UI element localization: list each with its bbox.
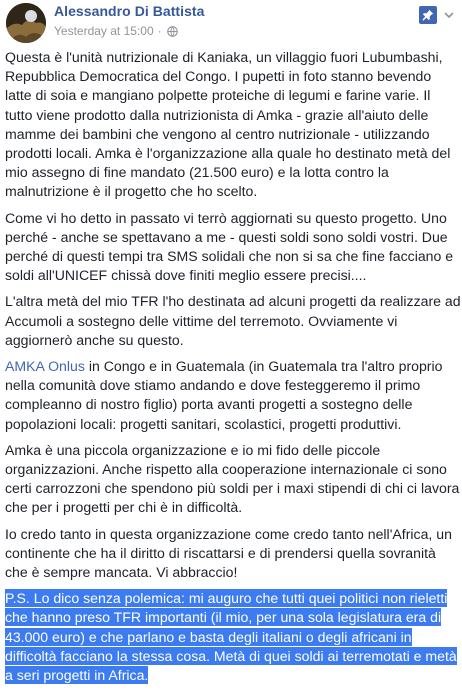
post-header	[0, 0, 462, 44]
globe-icon[interactable]	[167, 26, 178, 37]
paragraph-ps	[5, 589, 461, 685]
paragraph-5: Amka è una piccola organizzazione e io mi fido delle piccole organizzazioni. Anche rispetto alla cooperazione internazionale ci sono certi carrozzoni che spendono più soldi per i maxi stipendi di chi ci lavora che per i progetti per chi è in difficoltà.	[5, 441, 460, 516]
post-meta	[54, 24, 178, 38]
paragraph-4	[5, 357, 461, 434]
amka-onlus-link[interactable]: AMKA Onlus	[5, 358, 85, 375]
paragraph-6: Io credo tanto in questa organizzazione come credo tanto nell'Africa, un continente che ha il diritto di riscattarsi e di prendersi quella sovranità che è sempre mancata. Vi abbraccio!	[5, 525, 452, 581]
paragraph-2: Come vi ho detto in passato vi terrò aggiornati su questo progetto. Uno perché - anche se spettavano a me - questi soldi sono soldi vostri. Due perché di questi tempi tra SMS solidali che non si sa che fine facciano e soldi all'UNICEF chissà dove finiti meglio essere precisi....	[5, 209, 454, 284]
post-body	[5, 48, 461, 692]
pin-button[interactable]	[419, 6, 437, 24]
chevron-down-icon[interactable]	[443, 9, 455, 21]
author-name[interactable]: Alessandro Di Battista	[54, 3, 205, 19]
post-timestamp[interactable]: Yesterday at 15:00	[54, 24, 154, 38]
paragraph-4-text: in Congo e in Guatemala (in Guatemala tra l'altro proprio nella comunità dove stiamo andando e dove festeggeremo il primo compleanno di nostro figlio) porta avanti progetti a sostegno delle popolazioni locali: progetti sanitari, scolastici, progetti produttivi.	[5, 358, 443, 432]
meta-separator: ·	[157, 24, 162, 38]
avatar-photo-icon	[6, 3, 46, 43]
paragraph-1: Questa è l'unità nutrizionale di Kaniaka, un villaggio fuori Lubumbashi, Repubblica Democratica del Congo. I pupetti in foto stanno bevendo latte di soia e mangiano polpette proteiche di legumi e farine varie. Il tutto viene prodotto dalla nutrizionista di Amka - grazie all'aiuto delle mamme dei bambini che vengono al centro nutrizionale - utilizzando prodotti locali. Amka è l'organizzazione alla quale ho destinato metà del mio assegno di fine mandato (21.500 euro) e la lotta contro la malnutrizione è il progetto che ho scelto.	[5, 49, 451, 200]
avatar[interactable]	[6, 3, 46, 43]
highlighted-selection: P.S. Lo dico senza polemica: mi auguro che tutti quei politici non rieletti che hanno preso TFR importanti (il mio, per una sola legislatura era di 43.000 euro) e che parlano e basta degli italiani o degli africani in difficoltà facciano la stessa cosa. Metà di quei soldi ai terremotati e metà a seri progetti in Africa.	[5, 590, 457, 684]
paragraph-3: L'altra metà del mio TFR l'ho destinata ad alcuni progetti da realizzare ad Accumoli a sostegno delle vittime del terremoto. Ovviamente vi aggiornerò anche su questo.	[5, 293, 461, 348]
pin-icon	[422, 9, 434, 21]
